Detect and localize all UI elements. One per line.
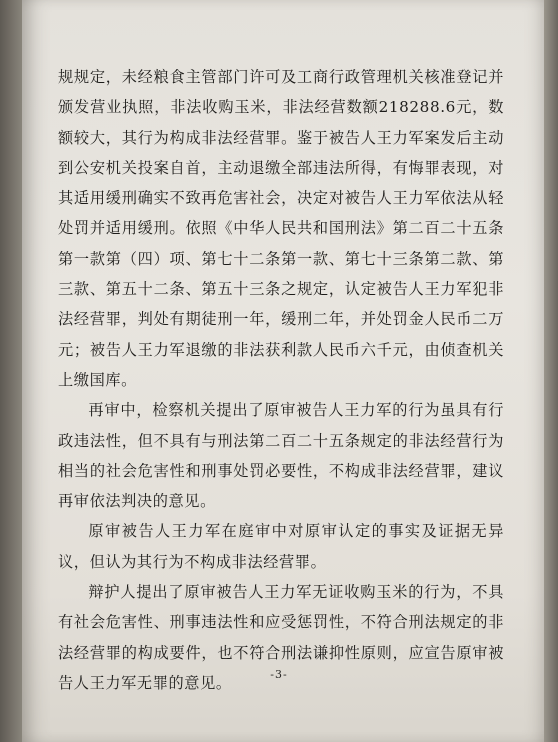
document-body bbox=[58, 62, 504, 698]
paragraph-1: 规规定，未经粮食主管部门许可及工商行政管理机关核准登记并颁发营业执照，非法收购玉米，非法经营数额218288.6元，数额较大，其行为构成非法经营罪。鉴于被告人王力军案发后主动到公安机关投案自首，主动退缴全部违法所得，有悔罪表现，对其适用缓刑确实不致再危害社会，决定对被告人王力军依法从轻处罚并适用缓刑。依照《中华人民共和国刑法》第二百二十五条第一款第（四）项、第七十二条第一款、第七十三条第二款、第三款、第五十二条、第五十三条之规定，认定被告人王力军犯非法经营罪，判处有期徒刑一年，缓刑二年，并处罚金人民币二万元；被告人王力军退缴的非法获利款人民币六千元，由侦查机关上缴国库。 bbox=[58, 68, 504, 389]
paragraph-3: 原审被告人王力军在庭审中对原审认定的事实及证据无异议，但认为其行为不构成非法经营罪。 bbox=[58, 522, 504, 571]
page-number: -3- bbox=[270, 668, 288, 681]
paragraph-4: 辩护人提出了原审被告人王力军无证收购玉米的行为，不具有社会危害性、刑事违法性和应受惩罚性，不符合刑法规定的非法经营罪的构成要件，也不符合刑法谦抑性原则，应宣告原审被告人王力军无罪的意见。 bbox=[58, 583, 504, 692]
paragraph-2: 再审中，检察机关提出了原审被告人王力军的行为虽具有行政违法性，但不具有与刑法第二百二十五条规定的非法经营行为相当的社会危害性和刑事处罚必要性，不构成非法经营罪，建议再审依法判决的意见。 bbox=[58, 401, 504, 511]
